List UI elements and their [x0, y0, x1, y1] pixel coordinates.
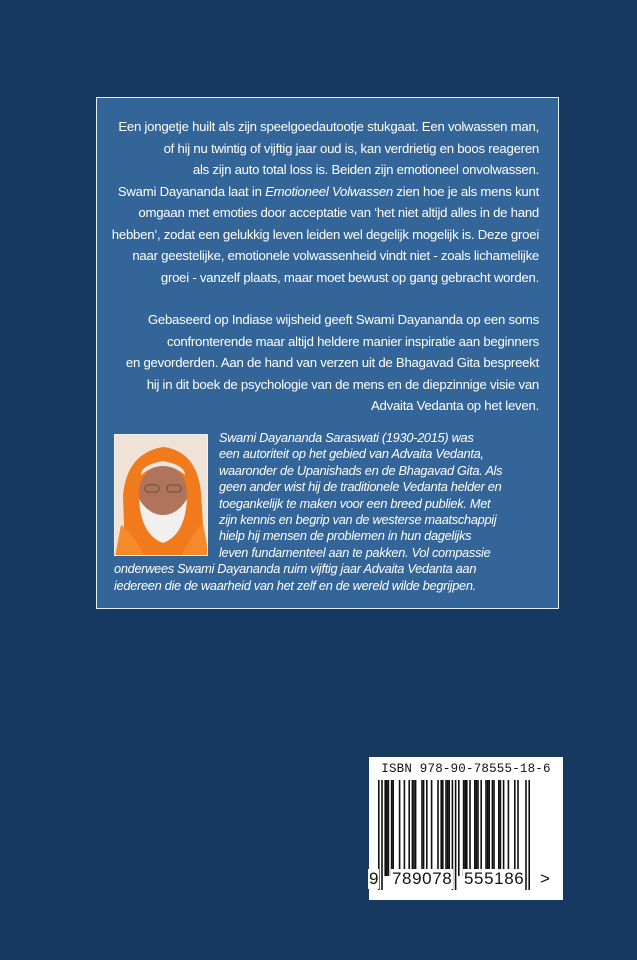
- barcode-bar: [415, 780, 417, 876]
- barcode-bar: [469, 780, 471, 876]
- barcode-bar: [447, 780, 449, 876]
- barcode-bar: [464, 780, 466, 876]
- barcode-bar: [498, 780, 500, 876]
- barcode-bar: [488, 780, 490, 876]
- barcode-bar: [477, 780, 479, 876]
- barcode-bar: [492, 780, 494, 876]
- bio-line: waaronder de Upanishads en de Bhagavad Gita. Als: [219, 462, 503, 478]
- barcode-bar: [445, 780, 447, 876]
- barcode-quiet-zone-mark: >: [540, 869, 550, 888]
- barcode-bar: [381, 780, 383, 890]
- text-line: Gebaseerd op Indiase wijsheid geeft Swami Dayananda op een soms: [147, 312, 539, 327]
- text-line: omgaan met emoties door acceptatie van ‘het niet altijd alles in de hand: [138, 205, 539, 220]
- barcode-bar: [426, 780, 428, 876]
- barcode-first-digit: 9: [369, 869, 379, 888]
- barcode-bar: [388, 780, 390, 876]
- text-line: naar geestelijke, emotionele volwassenheid vindt niet - zoals lichamelijke: [132, 248, 539, 263]
- blurb-paragraph-2: [99, 309, 539, 417]
- bio-line: Swami Dayananda Saraswati (1930-2015) was: [219, 430, 474, 445]
- bio-line: hielp hij mensen de problemen in hun dagelijks: [219, 528, 472, 544]
- barcode-bar: [517, 780, 519, 876]
- barcode-bar: [408, 780, 410, 876]
- text-line: hij in dit boek de psychologie van de mens en de diepzinnige visie van: [146, 376, 539, 392]
- barcode-bar: [437, 780, 439, 876]
- barcode-bar: [466, 780, 468, 876]
- text-line: groei - vanzelf plaats, maar moet bewust op gang gebracht worden.: [160, 269, 539, 285]
- barcode-bar: [493, 780, 495, 876]
- barcode-bar: [485, 780, 487, 876]
- barcode-bar: [399, 780, 401, 876]
- text-line: confronterende maar altijd heldere manier inspiratie aan beginners: [166, 333, 539, 349]
- barcode-bar: [421, 780, 423, 876]
- bio-line: iedereen die de waarheid van het zelf en de wereld wilde begrijpen.: [114, 577, 476, 593]
- bio-line: onderwees Swami Dayananda ruim vijftig jaar Advaita Vedanta aan: [114, 561, 477, 577]
- bio-line: toegankelijk te maken voor een breed publiek. Met: [219, 495, 491, 511]
- isbn-label: ISBN 978-90-78555-18-6: [381, 762, 551, 776]
- barcode-bar: [391, 780, 393, 876]
- barcode-bar: [384, 780, 386, 876]
- bio-line: een autoriteit op het gebied van Advaita Vedanta,: [219, 446, 484, 462]
- text-line: hebben’, zodat een gelukkig leven leiden wel degelijk mogelijk is. Deze groei: [111, 226, 539, 242]
- bio-line: zijn kennis en begrip van de westerse maatschappij: [219, 512, 497, 528]
- barcode-bar: [442, 780, 444, 876]
- book-title: Emotioneel Volwassen: [265, 183, 394, 199]
- isbn-barcode: [369, 757, 563, 900]
- barcode-bar: [503, 780, 505, 876]
- barcode-bar: [508, 780, 510, 876]
- barcode-bar: [514, 780, 516, 876]
- text-line: Een jongetje huilt als zijn speelgoedautootje stukgaat. Een volwassen man,: [118, 119, 539, 134]
- barcode-bar: [480, 780, 482, 876]
- text-line: als zijn auto total loss is. Beiden zijn emotioneel onvolwassen.: [192, 162, 539, 177]
- barcode-right-digits: 555186: [464, 869, 525, 888]
- text-fragment: Swami Dayananda laat in: [117, 183, 266, 199]
- barcode-bar: [528, 780, 530, 890]
- text-line: [99, 181, 539, 203]
- barcode-bar: [525, 780, 527, 890]
- barcode-bar: [458, 780, 460, 876]
- barcode-bar: [413, 780, 415, 876]
- barcode-bar: [412, 780, 414, 876]
- author-bio: [114, 430, 544, 594]
- barcode-bar: [386, 780, 388, 876]
- text-fragment: zien hoe je als mens kunt: [393, 183, 539, 199]
- back-cover-blurb-panel: [96, 97, 559, 609]
- text-line: Advaita Vedanta op het leven.: [371, 398, 539, 413]
- barcode-bar: [487, 780, 489, 876]
- barcode-bar: [431, 780, 433, 876]
- bio-line: geen ander wist hij de traditionele Vedanta helder en: [219, 479, 502, 495]
- text-line: of hij nu twintig of vijftig jaar oud is, kan verdrietig en boos reageren: [163, 140, 539, 156]
- barcode-left-digits: 789078: [392, 869, 453, 888]
- barcode-bar: [500, 780, 502, 876]
- blurb-paragraph-1: [99, 116, 539, 288]
- barcode-bar: [455, 780, 457, 890]
- barcode-bar: [440, 780, 442, 876]
- barcode-bar: [392, 780, 394, 876]
- barcode-bar: [404, 780, 406, 876]
- barcode-bar: [448, 780, 450, 876]
- bio-line: leven fundamenteel aan te pakken. Vol compassie: [219, 544, 491, 560]
- barcode-bar: [463, 780, 465, 876]
- barcode-bar: [476, 780, 478, 876]
- text-line: en gevorderden. Aan de hand van verzen uit de Bhagavad Gita bespreekt: [125, 355, 539, 370]
- barcode-bar: [423, 780, 425, 876]
- barcode-bar: [474, 780, 476, 876]
